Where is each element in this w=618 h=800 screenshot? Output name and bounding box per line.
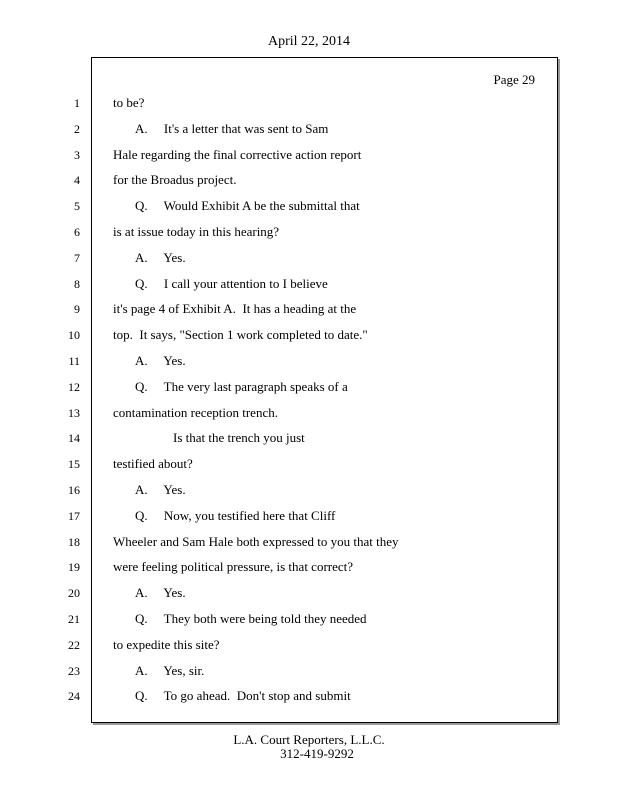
line-number: 19 [68,560,80,574]
line-number: 20 [68,586,80,600]
transcript-line: it's page 4 of Exhibit A. It has a heading at the [113,301,357,316]
transcript-line: to be? [113,95,145,110]
transcript-line: A. It's a letter that was sent to Sam [135,121,329,136]
transcript-line: Wheeler and Sam Hale both expressed to you that they [113,534,399,549]
line-number: 1 [74,96,80,110]
line-number: 6 [74,225,80,239]
line-number: 15 [68,457,80,471]
line-number: 13 [68,406,80,420]
line-number: 2 [74,122,80,136]
transcript-line: top. It says, "Section 1 work completed to date." [113,327,368,342]
line-number: 5 [74,199,80,213]
line-number: 23 [68,664,80,678]
transcript-line: testified about? [113,456,193,471]
line-number: 3 [74,148,80,162]
line-number: 24 [68,689,80,703]
line-number: 17 [68,509,80,523]
line-number: 22 [68,638,80,652]
line-number: 7 [74,251,80,265]
line-number: 4 [74,173,80,187]
transcript-line: A. Yes. [135,250,186,265]
transcript-line: contamination reception trench. [113,405,278,420]
line-number: 8 [74,277,80,291]
transcript-line: to expedite this site? [113,637,220,652]
transcript-line: Is that the trench you just [173,430,305,445]
footer-company: L.A. Court Reporters, L.L.C. [233,732,385,747]
transcript-line: Q. Now, you testified here that Cliff [135,508,336,523]
transcript-line: for the Broadus project. [113,172,237,187]
transcript-line: Q. To go ahead. Don't stop and submit [135,688,351,703]
line-number: 11 [68,354,80,368]
header-date: April 22, 2014 [267,34,351,49]
line-number: 16 [68,483,80,497]
line-number: 9 [74,302,80,316]
transcript-line: Q. I call your attention to I believe [135,276,328,291]
transcript-line: A. Yes. [135,482,186,497]
transcript-line: A. Yes, sir. [135,663,205,678]
transcript-line: Hale regarding the final corrective action report [113,147,362,162]
line-number: 14 [68,431,80,445]
transcript-line: Q. They both were being told they needed [135,611,367,626]
line-number: 18 [68,535,80,549]
line-number: 21 [68,612,80,626]
line-number: 10 [68,328,80,342]
line-number: 12 [68,380,80,394]
transcript-line: Q. Would Exhibit A be the submittal that [135,198,360,213]
transcript-line: is at issue today in this hearing? [113,224,280,239]
transcript-line: A. Yes. [135,353,186,368]
page-number: Page 29 [493,72,535,87]
transcript-line: A. Yes. [135,585,186,600]
footer-phone: 312-419-9292 [280,746,354,761]
transcript-line: Q. The very last paragraph speaks of a [135,379,348,394]
transcript-line: were feeling political pressure, is that correct? [113,559,354,574]
